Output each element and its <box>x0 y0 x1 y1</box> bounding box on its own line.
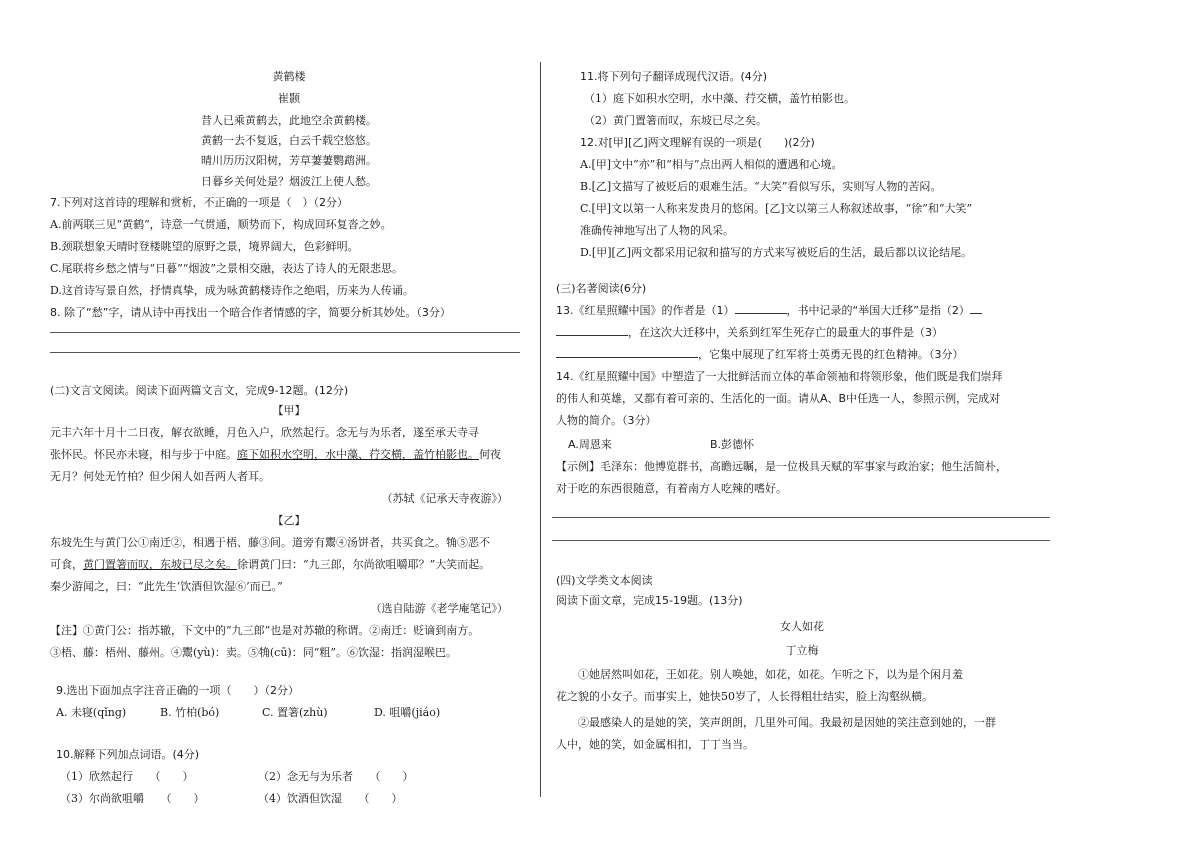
q13-line: ，它集中展现了红军将士英勇无畏的红色精神。（3分） <box>556 346 964 362</box>
q8-stem: 8. 除了“愁”字，请从诗中再找出一个暗合作者情感的字，简要分析其妙处。（3分） <box>50 306 451 319</box>
q12-option-a: A.[甲]文中“亦”和“相与”点出两人相似的遭遇和心境。 <box>580 158 843 171</box>
answer-line <box>552 517 1050 518</box>
q12-option-c: C.[甲]文以第一人称来发贵月的悠闲。[乙]文以第三人称叙述故事，“徐”和“大笑” <box>580 202 973 215</box>
q13-line: ，在这次大迁移中，关系到红军生死存亡的最重大的事件是（3） <box>556 324 943 340</box>
passage-jia-line: 无月？何处无竹柏？但少闲人如吾两人者耳。 <box>50 470 270 483</box>
q9-option-b: B. 竹柏(bó) <box>160 706 220 719</box>
answer-line <box>50 352 520 353</box>
q14-line: 的伟人和英雄，又都有着可亲的、生活化的一面。请从A、B中任选一人，参照示例，完成对 <box>556 392 1001 405</box>
q12-stem: 12.对[甲][乙]两文理解有误的一项是( )(2分) <box>580 136 815 149</box>
answer-line <box>552 540 1050 541</box>
column-divider <box>540 62 541 797</box>
story-paragraph-line: ②最感染人的是她的笑，笑声朗朗，几里外可闻。我最初是因她的笑注意到她的，一群 <box>578 716 996 729</box>
q9-stem: 9.选出下面加点字注音正确的一项（ ）（2分） <box>56 684 299 697</box>
poem-title: 黄鹤楼 <box>272 70 306 83</box>
answer-blank[interactable] <box>556 325 628 336</box>
q7-option-d: D.这首诗写景自然，抒情真挚，成为咏黄鹤楼诗作之绝唱，历来为人传诵。 <box>50 284 414 297</box>
q14-option-b: B.彭德怀 <box>710 438 755 451</box>
story-paragraph-line: 花之貌的小女子。而事实上，她快50岁了，人长得粗壮结实，脸上沟壑纵横。 <box>556 690 933 703</box>
underlined-sentence: 黄门置箸而叹，东坡已尽之矣。 <box>83 558 237 571</box>
q11-item: （2）黄门置箸而叹，东坡已尽之矣。 <box>584 114 767 127</box>
passage-yi-line: 东坡先生与黄门公①南迁②，相遇于梧、藤③间。道旁有鬻④汤饼者，共买食之。觕⑤恶不 <box>50 536 490 549</box>
q11-item: （1）庭下如积水空明，水中藻、荇交横，盖竹柏影也。 <box>584 92 855 105</box>
passage-jia-line: 元丰六年十月十二日夜，解衣欲睡，月色入户，欣然起行。念无与为乐者，遂至承天寺寻 <box>50 426 479 439</box>
poem-line: 昔人已乘黄鹤去，此地空余黄鹤楼。 <box>201 114 377 127</box>
section3-heading: (三)名著阅读(6分) <box>556 282 647 295</box>
story-author: 丁立梅 <box>785 644 819 657</box>
section4-instruction: 阅读下面文章，完成15-19题。(13分) <box>556 594 743 607</box>
q9-option-c: C. 置箸(zhù) <box>262 706 328 719</box>
q10-item: （1）欣然起行 （ ） <box>60 770 194 783</box>
answer-blank[interactable] <box>556 347 698 358</box>
underlined-sentence: 庭下如积水空明，水中藻、荇交横，盖竹柏影也。 <box>237 448 479 461</box>
q7-option-b: B.颈联想象天晴时登楼眺望的原野之景，境界阔大，色彩鲜明。 <box>50 240 359 253</box>
q14-example-line: 对于吃的东西很随意，有着南方人吃辣的嗜好。 <box>556 482 787 495</box>
passage-yi-source: （选自陆游《老学庵笔记》） <box>370 602 508 615</box>
passage-jia-source: （苏轼《记承天寺夜游》） <box>381 492 508 505</box>
passage-yi-line: 可食，黄门置箸而叹，东坡已尽之矣。徐谓黄门曰：“九三郎，尔尚欲咀嚼耶？”大笑而起。 <box>50 558 491 571</box>
poem-author: 崔颢 <box>278 92 300 105</box>
section2-heading: (二)文言文阅读。阅读下面两篇文言文，完成9-12题。(12分) <box>50 384 349 397</box>
answer-blank[interactable] <box>735 303 787 314</box>
q10-item: （3）尔尚欲咀嚼 （ ） <box>60 792 205 805</box>
q14-option-a: A.周恩来 <box>568 438 612 451</box>
poem-line: 黄鹤一去不复返，白云千载空悠悠。 <box>201 134 377 147</box>
q10-item: （2）念无与为乐者 （ ） <box>258 770 414 783</box>
q12-option-b: B.[乙]文描写了被贬后的艰难生活。“大笑”看似写乐，实则写人物的苦闷。 <box>580 180 942 193</box>
passage-yi-label: 【乙】 <box>272 514 306 527</box>
q7-option-c: C.尾联将乡愁之情与“日暮”“烟波”之景相交融，表达了诗人的无限悲思。 <box>50 262 404 275</box>
q7-option-a: A.前两联三见“黄鹤”，诗意一气贯通，顺势而下，构成回环复沓之妙。 <box>50 218 392 231</box>
answer-line <box>50 332 520 333</box>
story-title: 女人如花 <box>780 620 824 633</box>
q9-option-a: A. 未寝(qǐng) <box>56 706 127 719</box>
q12-option-d: D.[甲][乙]两文都采用记叙和描写的方式来写被贬后的生活，最后都以议论结尾。 <box>580 246 973 259</box>
passage-yi-line: 秦少游闻之，曰：“此先生‘饮酒但饮湿⑥’而已。” <box>50 580 283 593</box>
q11-stem: 11.将下列句子翻译成现代汉语。(4分) <box>580 70 768 83</box>
story-paragraph-line: 人中，她的笑，如金属相扣，丁丁当当。 <box>556 738 754 751</box>
passage-jia-line: 张怀民。怀民亦未寝，相与步于中庭。庭下如积水空明，水中藻、荇交横，盖竹柏影也。何夜 <box>50 448 501 461</box>
q7-stem: 7.下列对这首诗的理解和赏析，不正确的一项是（ ）（2分） <box>50 196 348 209</box>
notes-line: 【注】①黄门公：指苏辙，下文中的“九三郎”也是对苏辙的称谓。②南迁：贬谪到南方。 <box>50 624 480 637</box>
q13-line: 13.《红星照耀中国》的作者是（1） ，书中记录的“举国大迁移”是指（2） <box>556 302 982 318</box>
q10-item: （4）饮酒但饮湿 （ ） <box>258 792 403 805</box>
passage-jia-label: 【甲】 <box>272 404 306 417</box>
q14-example-line: 【示例】毛泽东：他博览群书，高瞻远瞩，是一位极具天赋的军事家与政治家；他生活简朴， <box>556 460 1007 473</box>
answer-blank[interactable] <box>970 303 982 314</box>
story-paragraph-line: ①她居然叫如花，王如花。别人唤她，如花，如花。乍听之下，以为是个闲月羞 <box>578 668 963 681</box>
q12-option-c-cont: 准确传神地写出了人物的风采。 <box>580 224 734 237</box>
q14-line: 人物的简介。（3分） <box>556 414 657 427</box>
q10-stem: 10.解释下列加点词语。(4分) <box>56 748 200 761</box>
q14-line: 14.《红星照耀中国》中塑造了一大批鲜活而立体的革命领袖和将领形象，他们既是我们崇拜 <box>556 370 1003 383</box>
q9-option-d: D. 咀嚼(jiáo) <box>374 706 441 719</box>
section4-heading: (四)文学类文本阅读 <box>556 574 653 587</box>
poem-line: 日暮乡关何处是？烟波江上使人愁。 <box>201 175 377 188</box>
notes-line: ③梧、藤：梧州、藤州。④鬻(yù)：卖。⑤觕(cū)：同“粗”。⑥饮湿：指润湿喉巴。 <box>50 646 457 659</box>
poem-line: 晴川历历汉阳树，芳草萋萋鹦鹉洲。 <box>201 154 377 167</box>
